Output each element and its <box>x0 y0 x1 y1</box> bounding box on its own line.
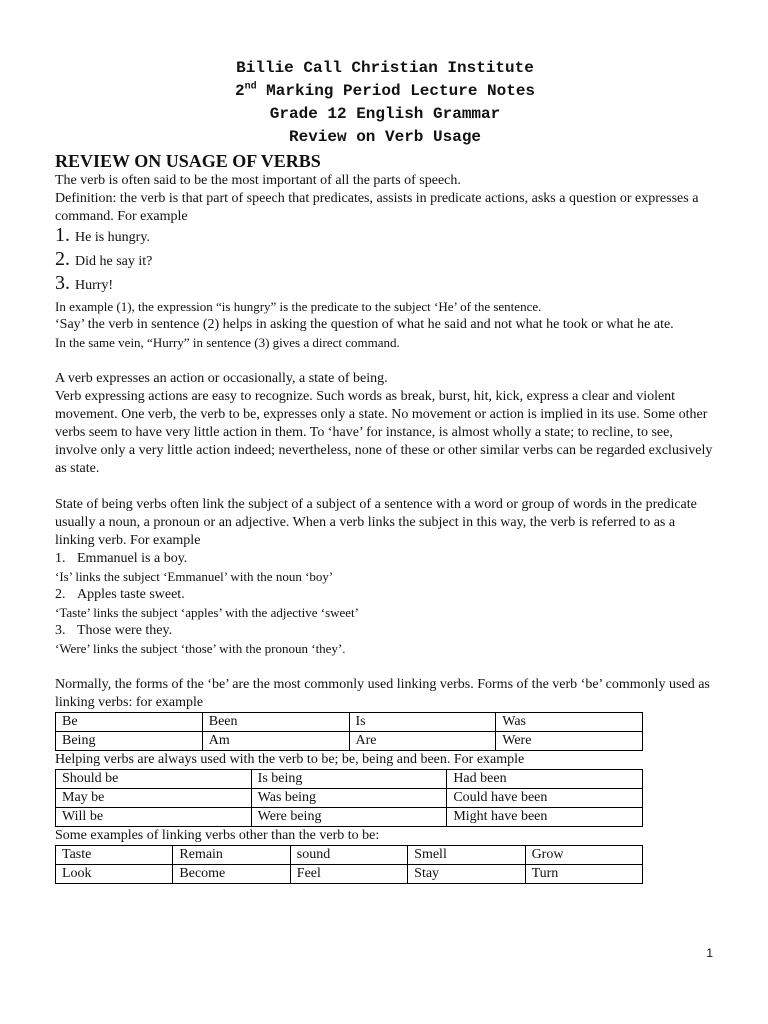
table-cell: Are <box>349 732 496 751</box>
table-cell: Remain <box>173 846 290 865</box>
table-cell: Be <box>56 713 203 732</box>
linking-note: ‘Taste’ links the subject ‘apples’ with the adjective ‘sweet’ <box>55 605 359 620</box>
table-cell: Smell <box>408 846 525 865</box>
page-number: 1 <box>706 946 713 960</box>
table-row <box>56 732 643 751</box>
document-header <box>55 57 715 149</box>
table-cell: Will be <box>56 808 252 827</box>
table-cell: Been <box>202 713 349 732</box>
table-cell: Was being <box>251 789 447 808</box>
helping-verbs-table <box>55 769 643 827</box>
table-cell: May be <box>56 789 252 808</box>
table-cell: Am <box>202 732 349 751</box>
section-heading: REVIEW ON USAGE OF VERBS <box>55 151 321 171</box>
table-cell: Is being <box>251 770 447 789</box>
table-row <box>56 846 643 865</box>
linking-note: ‘Were’ links the subject ‘those’ with the pronoun ‘they’. <box>55 641 346 656</box>
table-row <box>56 770 643 789</box>
table-cell: Feel <box>290 865 407 884</box>
table-cell: Taste <box>56 846 173 865</box>
table-cell: Were being <box>251 808 447 827</box>
table-cell: Turn <box>525 865 642 884</box>
table-row <box>56 713 643 732</box>
table-cell: Had been <box>447 770 643 789</box>
definition: Definition: the verb is that part of speech that predicates, assists in predicate actions, asks a question or expresses a command. For example <box>55 191 699 224</box>
paragraph: Some examples of linking verbs other than the verb to be: <box>55 828 380 843</box>
document-page <box>55 57 715 884</box>
be-forms-table <box>55 712 643 751</box>
linking-example: 3. Those were they. <box>55 623 173 638</box>
explanation: ‘Say’ the verb in sentence (2) helps in asking the question of what he said and not what he took or what he ate. <box>55 317 674 332</box>
table-cell: Stay <box>408 865 525 884</box>
example-item: 1. He is hungry. <box>55 224 150 246</box>
table-cell: Being <box>56 732 203 751</box>
table-cell: Look <box>56 865 173 884</box>
linking-verbs-table <box>55 845 643 884</box>
table-row <box>56 865 643 884</box>
linking-note: ‘Is’ links the subject ‘Emmanuel’ with the noun ‘boy’ <box>55 569 334 584</box>
paragraph: State of being verbs often link the subject of a subject of a sentence with a word or group of words in the predicate usually a noun, a pronoun or an adjective. When a verb links the subject in this way, the verb is referred to as a linking verb. For example <box>55 497 697 548</box>
paragraph: Normally, the forms of the ‘be’ are the most commonly used linking verbs. Forms of the verb ‘be’ commonly used as linking verbs: for example <box>55 677 710 710</box>
table-row <box>56 808 643 827</box>
course-title: Grade 12 English Grammar <box>269 105 501 123</box>
example-list <box>55 226 715 298</box>
topic-title: Review on Verb Usage <box>288 128 482 146</box>
intro-sentence: The verb is often said to be the most important of all the parts of speech. <box>55 173 461 188</box>
example-item: 3. Hurry! <box>55 272 114 294</box>
explanation: In example (1), the expression “is hungry” is the predicate to the subject ‘He’ of the sentence. <box>55 299 542 314</box>
table-cell: Could have been <box>447 789 643 808</box>
table-cell: Grow <box>525 846 642 865</box>
paragraph: Helping verbs are always used with the verb to be; be, being and been. For example <box>55 752 525 767</box>
table-cell: Should be <box>56 770 252 789</box>
table-cell: Is <box>349 713 496 732</box>
table-cell: Were <box>496 732 643 751</box>
lecture-title: 2nd Marking Period Lecture Notes <box>234 81 536 100</box>
table-cell: sound <box>290 846 407 865</box>
table-cell: Become <box>173 865 290 884</box>
table-cell: Was <box>496 713 643 732</box>
explanation: In the same vein, “Hurry” in sentence (3) gives a direct command. <box>55 335 400 350</box>
table-cell: Might have been <box>447 808 643 827</box>
paragraph: A verb expresses an action or occasionally, a state of being. <box>55 371 388 386</box>
linking-example: 1. Emmanuel is a boy. <box>55 551 188 566</box>
example-item: 2. Did he say it? <box>55 248 153 270</box>
linking-example: 2. Apples taste sweet. <box>55 587 185 602</box>
table-row <box>56 789 643 808</box>
institute-name: Billie Call Christian Institute <box>236 59 534 77</box>
paragraph: Verb expressing actions are easy to recognize. Such words as break, burst, hit, kick, express a clear and violent movement. One verb, the verb to be, expresses only a state. No movement or action is implied in its use. Some other verbs seem to have very little action in them. To ‘have’ for instance, is almost wholly a state; to recline, to see, involve only a very little action indeed; nevertheless, none of these or other similar verbs can be regarded exclusively as state. <box>55 389 713 476</box>
